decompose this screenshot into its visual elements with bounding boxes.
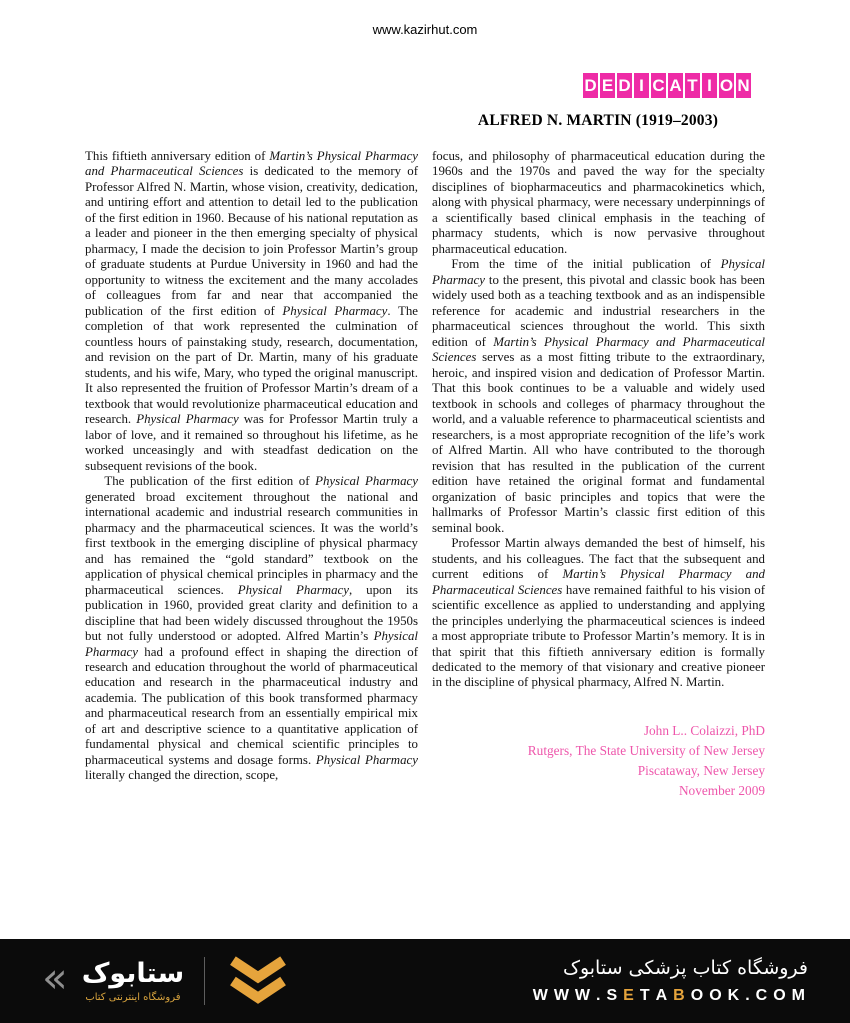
double-chevron-left-icon: « — [42, 953, 68, 1002]
url-letter: O — [690, 987, 704, 1004]
left-column — [85, 149, 418, 801]
banner-letter: N — [736, 73, 751, 98]
footer-band — [0, 939, 850, 1023]
url-letter: K — [727, 987, 740, 1004]
banner-letter: D — [583, 73, 598, 98]
paragraph: Professor Martin always demanded the best of himself, his students, and his colleagues. The fact that the subsequent and current editions of Martin’s Physical Pharmacy and Pharmaceutical Sciences have remained faithful to his vision of scientific excellence as applied to understanding and applying the principles underlying the pharmaceutical sciences is indeed a most appropriate tribute to Professor Martin’s memory. It is in that spirit that this fiftieth anniversary edition is formally dedicated to the memory of that visionary and creative pioneer in the discipline of physical pharmacy, Alfred N. Martin. — [432, 536, 765, 690]
banner-letter: E — [600, 73, 615, 98]
right-column — [432, 149, 765, 801]
footer-logo-text-block — [82, 959, 184, 1003]
url-letter: . — [596, 987, 601, 1004]
footer-logo-group — [42, 955, 291, 1007]
footer-divider — [204, 957, 205, 1005]
banner-letter: A — [668, 73, 683, 98]
url-letter: T — [639, 987, 650, 1004]
banner-letter: I — [634, 73, 649, 98]
url-letter: M — [791, 987, 805, 1004]
url-letter: O — [773, 987, 786, 1004]
body-text — [85, 149, 765, 801]
page-title: ALFRED N. MARTIN (1919–2003) — [477, 112, 719, 129]
banner-letter: O — [719, 73, 734, 98]
signature-block — [432, 721, 765, 801]
top-watermark-url: www.kazirhut.com — [372, 22, 478, 37]
dedication-banner — [583, 73, 751, 98]
banner-letter: D — [617, 73, 632, 98]
footer-logo-subtext: فروشگاه اینترنتی کتاب — [85, 991, 181, 1003]
url-letter: W — [574, 987, 591, 1004]
url-letter: A — [655, 987, 668, 1004]
paragraph: focus, and philosophy of pharmaceutical education during the 1960s and the 1970s and paved the way for the specialty disciplines of biopharmaceutics and pharmacokinetics which, along with physical pharmacy, were necessary underpinnings of a scientifically based clinical emphasis in the teaching of pharmacy students, which is now pervasive throughout pharmaceutical education. — [432, 149, 765, 256]
url-letter: O — [709, 987, 722, 1004]
url-letter: S — [606, 987, 618, 1004]
url-letter: W — [553, 987, 569, 1004]
footer-store-info — [530, 957, 808, 1005]
url-letter: W — [532, 987, 548, 1004]
banner-letter: C — [651, 73, 666, 98]
setabook-chevron-logo-icon — [225, 955, 291, 1007]
paragraph: The publication of the first edition of Physical Pharmacy generated broad excitement throughout the national and international academic and industrial research communities in pharmacy and the pharmaceutical sciences. It was the world’s first textbook in the emerging discipline of physical pharmacy and has remained the “gold standard” textbook on the application of physical chemical principles in pharmacy and the pharmaceutical sciences. Physical Pharmacy, upon its publication in 1960, provided great clarity and definition to a discipline that had been widely discussed throughout the 1950s but not fully understood or adopted. Alfred Martin’s Physical Pharmacy had a profound effect in shaping the direction of research and education throughout the world of pharmaceutical education and research in the pharmaceutical industry and academia. The publication of this book transformed pharmacy and pharmaceutical research from an essentially empirical mix of art and descriptive science to a quantitative application of fundamental physical and chemical scientific principles to pharmaceutical systems and dosage forms. Physical Pharmacy literally changed the direction, scope, — [85, 474, 419, 783]
signature-line: November 2009 — [678, 782, 765, 798]
signature-line: Piscataway, New Jersey — [637, 762, 765, 778]
url-letter: . — [745, 987, 750, 1004]
setabook-logotype: ستابوک — [81, 958, 185, 990]
url-letter: E — [623, 987, 634, 1004]
paragraph: This fiftieth anniversary edition of Martin’s Physical Pharmacy and Pharmaceutical Sciences is dedicated to the memory of Professor Alfred N. Martin, whose vision, creativity, dedication, and untiring effort and attention to detail led to the publication of the first edition in 1960. Because of his national reputation as a leader and pioneer in the then emerging specialty of physical pharmacy, I made the decision to join Professor Martin’s group of graduate students at Purdue University in 1960 and had the opportunity to witness the excitement and the many accolades of colleagues from far and near that accompanied the publication of the first edition of Physical Pharmacy. The completion of that work represented the culmination of countless hours of painstaking study, research, documentation, and revision on the part of Dr. Martin, many of his graduate students, and his wife, Mary, who typed the original manuscript. It also represented the fruition of Professor Martin’s dream of a textbook that would revolutionize pharmaceutical education and research. Physical Pharmacy was for Professor Martin truly a labor of love, and it remained so throughout his lifetime, as he worked unceasingly and with steadfast dedication on the subsequent revisions of the book. — [85, 149, 419, 473]
banner-letter: I — [702, 73, 717, 98]
store-title-persian: فروشگاه کتاب پزشکی ستابوک — [562, 957, 808, 979]
paragraph: From the time of the initial publication of Physical Pharmacy to the present, this pivotal and classic book has been widely used both as a teaching textbook and as an indispensible reference for academic and industrial researchers in the pharmaceutical sciences throughout the world. This sixth edition of Martin’s Physical Pharmacy and Pharmaceutical Sciences serves as a most fitting tribute to the extraordinary, heroic, and inspired vision and dedication of Professor Martin. That this book continues to be a valuable and widely used textbook in schools and colleges of pharmacy throughout the world, and a valuable reference to pharmaceutical scientists and researchers, is a most appropriate recognition of the life’s work of Alfred Martin. All who have contributed to the thorough revision that has resulted in the publication of the current edition have retained the original format and fundamental organization of basic principles and topics that were the hallmarks of Professor Martin’s classic first edition of this seminal book. — [432, 257, 765, 535]
footer-website-url — [530, 987, 808, 1005]
url-letter: B — [673, 987, 685, 1004]
signature-line: John L.. Colaizzi, PhD — [643, 722, 765, 738]
signature-line: Rutgers, The State University of New Jersey — [527, 742, 765, 758]
url-letter: C — [755, 987, 768, 1004]
banner-letter: T — [685, 73, 700, 98]
